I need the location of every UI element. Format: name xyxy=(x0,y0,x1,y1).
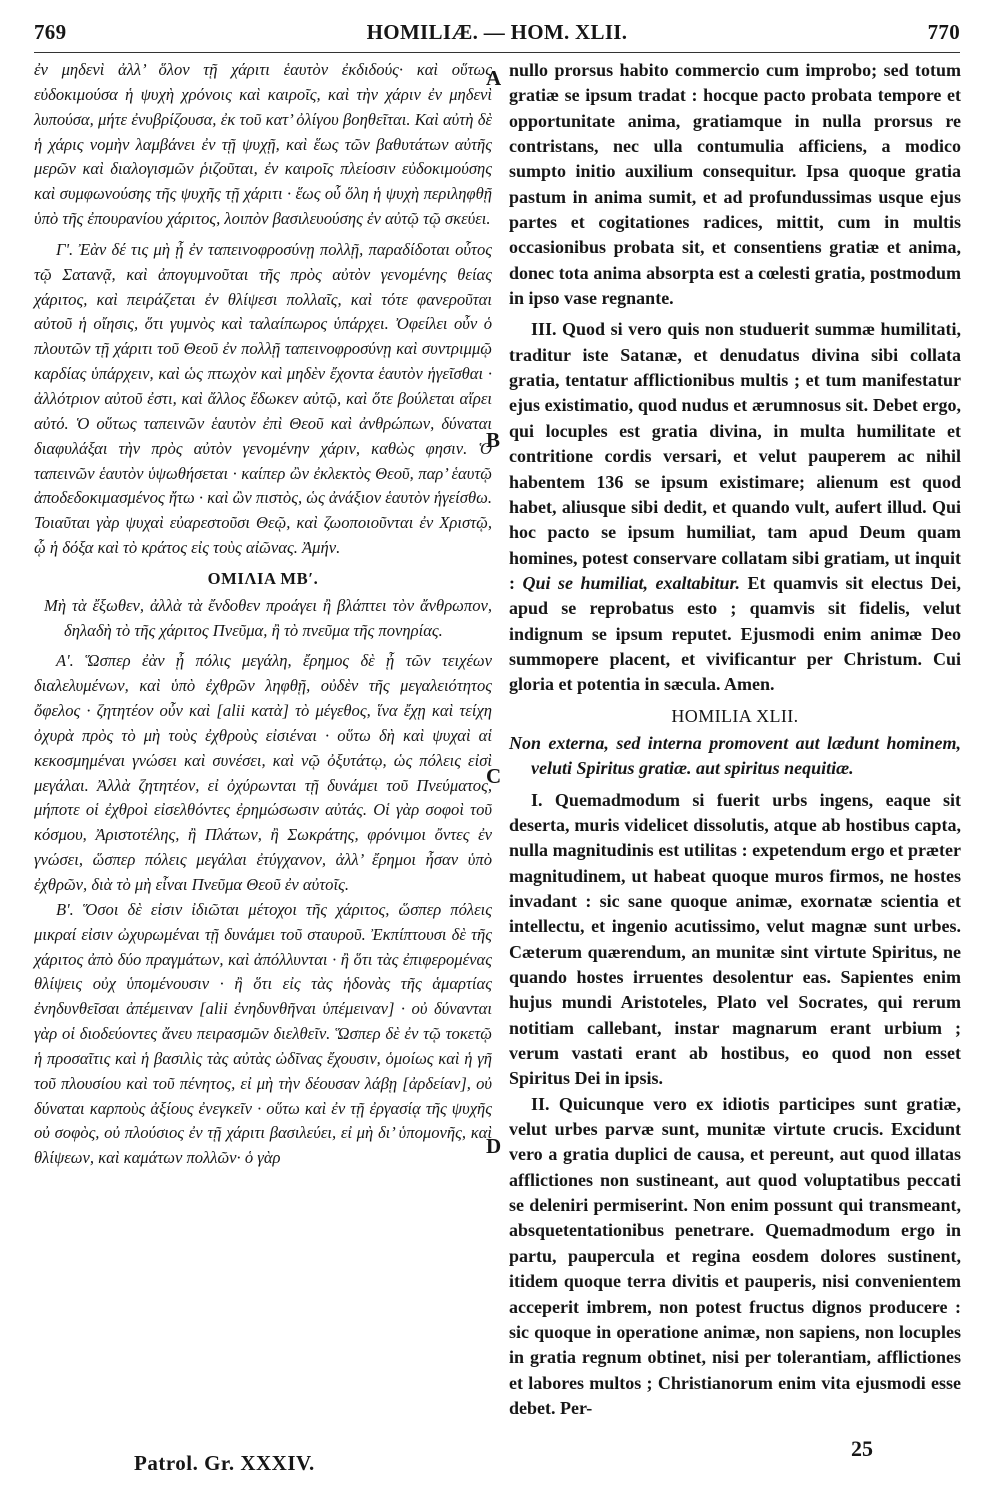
greek-paragraph-4: Βʹ. Ὅσοι δὲ εἰσιν ἰδιῶται μέτοχοι τῆς χάριτος, ὥσπερ πόλεις μικραί εἰσιν ὠχυρωμέναι τῇ δυνάμει τοῦ σταυροῦ. Ἐκπίπτουσι δὲ τῆς χάριτος ἀπὸ δύο πραγμάτων, καὶ ἀπόλλυνται · ἢ ὅτι τὰς ἐπιφερομένας θλίψεις οὐχ ὑπομένουσιν · ἢ ὅτι εἰς τὰς ἡδονὰς τῆς ἁμαρτίας ἐνηδυνθεῖσαι ἀπέμειναν [alii ἐνηδυνθῆναι ὑπέμειναν] · οὐ δύνανται γὰρ οἱ διοδεύοντες ἄνευ πειρασμῶν διελθεῖν. Ὥσπερ δὲ ἐν τῷ τοκετῷ ἡ προσαῖτις καὶ ἡ βασιλὶς τὰς αὐτὰς ὠδῖνας ἔχουσιν, ὁμοίως καὶ ἡ γῆ τοῦ πλουσίου καὶ τοῦ πένητος, εἰ μὴ τὴν δέουσαν λάβῃ [ἀρδείαν], οὐ δύναται καρποὺς ἀξίους ἐνεγκεῖν · οὕτω καὶ ἐν τῇ ἐργασίᾳ τῆς ψυχῆς οὐ σοφὸς, οὐ πλούσιος ἐν τῇ χάριτι βασιλεύει, εἰ μὴ δι’ ὑπομονῆς, καὶ θλίψεων, καὶ καμάτων πολλῶν· ὁ γὰρ xyxy=(34,899,492,1168)
latin-homily-title: HOMILIA XLII. xyxy=(671,705,799,726)
latin-paragraph-3: I. Quemadmodum si fuerit urbs ingens, eaque sit deserta, muris videlicet dissolutis, atque ab hostibus capta, nulla magnitudinis est utilitas : expetendum ergo et præter magnitudinem, ut habeat quoque muros firmos, ne hostes invadant : sic sane quoque animæ, exornatæ scientia et intellectu, et ingenio acutissimo, velut magnæ sunt urbes. Cæterum quærendum, an munitæ sint virtute Spiritus, ne quando hostes irruentes desolentur eas. Sapientes enim hujus mundi Aristoteles, Plato vel Socrates, qui rerum notitiam callebant, instar magnarum erant urbium ; verum vastati erant ab hostibus, eo quod non esset Spiritus Dei in ipsis. xyxy=(509,789,961,1089)
column-number-136: 136 xyxy=(596,471,624,492)
page-header xyxy=(34,20,960,46)
greek-summary: Μὴ τὰ ἔξωθεν, ἀλλὰ τὰ ἔνδοθεν προάγει ἢ βλάπτει τὸν ἄνθρωπον, δηλαδὴ τὸ τῆς χάριτος Πνεῦμα, ἢ τὸ πνεῦμα τῆς πονηρίας. xyxy=(44,595,492,640)
margin-marker-b: B xyxy=(486,428,501,452)
header-rule xyxy=(34,52,960,53)
footer-patrologia: Patrol. Gr. XXXIV. xyxy=(134,1451,315,1475)
latin-paragraph-4: II. Quicunque vero ex idiotis participes sunt gratiæ, velut urbes parvæ sunt, munitæ virtute crucis. Excidunt vero a gratia duplici de causa, et pereunt, aut quod illatas afflictiones non sustineant, aut quod voluptatibus peccati se deleniri permiserint. Non enim possunt qui transmeant, absquetentationibus penetrare. Quemadmodum ergo in partu, paupercula et regina eosdem dolores sustinent, itidem quoque terra divitis et pauperis, nisi convenientem acceperit imbrem, non potest fructus dignos producere : sic quoque in operatione animæ, non sapiens, non locuples in gratia regnum obtinet, nisi per tolerantiam, afflictiones et labores multos ; Christianorum enim vita ejusmodi esse debet. Per- xyxy=(509,1093,961,1418)
page-number-right: 770 xyxy=(927,20,960,44)
greek-paragraph-2: Γʹ. Ἐὰν δέ τις μὴ ᾖ ἐν ταπεινοφροσύνῃ πολλῇ, παραδίδοται οὗτος τῷ Σατανᾷ, καὶ ἀπογυμνοῦται τῆς πρὸς αὐτὸν γενομένης θείας χάριτος, καὶ πειράζεται ἐν θλίψεσι πολλαῖς, καὶ τότε φανεροῦται αὐτοῦ ἡ οἴησις, ὅτι γυμνὸς καὶ ταλαίπωρος ὑπάρχει. Ὀφείλει οὖν ὁ πλουτῶν τῇ χάριτι τοῦ Θεοῦ ἐν πολλῇ ταπεινοφροσύνῃ καὶ συντριμμῷ καρδίας ὑπάρχειν, καὶ ὡς πτωχὸν καὶ μηδὲν ἔχοντα ἑαυτὸν ἡγεῖσθαι · ἀλλότριον αὐτοῦ ἐστι, καὶ ἄλλος ἔδωκεν αὐτῷ, καὶ ὅτε βούλεται αἴρει αὐτό. Ὁ οὕτως ταπεινῶν ἑαυτὸν ἐπὶ Θεοῦ καὶ ἀνθρώπων, δύναται διαφυλάξαι τὴν πρὸς αὐτὸν γενομένην χάριν, καθὼς φησιν. Ὁ ταπεινῶν ἑαυτὸν ὑψωθήσεται · καίπερ ὢν ἐκλεκτὸς Θεοῦ, παρ’ ἑαυτῷ ἀποδεδοκιμασμένος ἤτω · καὶ ὢν πιστὸς, ὡς ἀνάξιον ἑαυτὸν ἡγείσθω. Τοιαῦται γὰρ ψυχαὶ εὐαρεστοῦσι Θεῷ, καὶ ζωοποιοῦνται ἐν Χριστῷ, ᾧ ἡ δόξα καὶ τὸ κράτος εἰς τοὺς αἰῶνας. Ἀμήν. xyxy=(34,239,492,558)
latin-paragraph-2-part-3: Et quamvis sit electus Dei, apud se reprobatus esto ; quamvis sit fidelis, velut indignum se ipsum reputet. Ejusmodi enim animæ Deo summopere placent, et vivificantur per Christum. Cui gloria et potentia in sæcula. Amen. xyxy=(509,572,961,695)
page-number-left: 769 xyxy=(34,20,67,44)
greek-paragraph-3: Αʹ. Ὥσπερ ἐὰν ᾖ πόλις μεγάλη, ἔρημος δὲ ᾖ τῶν τειχέων διαλελυμένων, καὶ ὑπὸ ἐχθρῶν ληφθῇ, οὐδὲν τῆς μεγαλειότητος ὄφελος · ζητητέον οὖν καὶ [alii κατὰ] τὸ μέγεθος, ἵνα ἔχῃ καὶ τείχη ὀχυρὰ πρὸς τὸ μὴ τοὺς ἐχθροὺς εἰσιέναι · οὕτω δὴ καὶ ψυχαὶ αἱ κεκοσμημέναι γνώσει καὶ συνέσει, καὶ νῷ ὀξυτάτῳ, ὡς πόλεις εἰσὶ μεγάλαι. Ἀλλὰ ζητητέον, εἰ ὀχύρωνται τῇ δυνάμει τοῦ Πνεύματος, μήποτε οἱ ἐχθροὶ εἰσελθόντες ἐρημώσωσιν αὐτάς. Οἱ γὰρ σοφοὶ τοῦ κόσμου, Ἀριστοτέλης, ἢ Πλάτων, ἢ Σωκράτης, φρόνιμοι ὄντες ἐν γνώσει, ὥσπερ πόλεις μεγάλαι ἐτύγχανον, ἀλλ’ ἔρημοι ἦσαν ὑπὸ ἐχθρῶν, διὰ τὸ μὴ εἶναι Πνεῦμα Θεοῦ ἐν αὐτοῖς. xyxy=(34,651,492,894)
latin-column xyxy=(509,58,961,1421)
margin-marker-d: D xyxy=(486,1134,502,1158)
margin-marker-a: A xyxy=(486,66,502,90)
margin-marker-c: C xyxy=(486,764,502,788)
greek-paragraph-1: ἐν μηδενὶ ἀλλ’ ὅλον τῇ χάριτι ἑαυτὸν ἐκδιδούς· καὶ οὕτως εὐδοκιμούσα ἡ ψυχὴ χρόνοις καὶ καιροῖς, καὶ τὴν χάριν ἐν μηδενὶ λυπούσα, μήτε ἐνυβρίζουσα, ἐκ τοῦ κατ’ ὀλίγου βοηθεῖται. Καὶ αὐτὴ δὲ ἡ χάρις νομὴν λαμβάνει ἐν τῇ ψυχῇ, καὶ ἕως τῶν βαθυτάτων αὐτῆς μερῶν καὶ διαλογισμῶν ῥιζοῦται, ἐν καιροῖς πλείοσιν εὐδοκιμούσης καὶ συμφωνούσης τῆς ψυχῆς τῇ χάριτι · ἕως οὗ ὅλη ἡ ψυχὴ περιληφθῇ ὑπὸ τῆς ἐπουρανίου χάριτος, λοιπὸν βασιλευούσης ἐν αὐτῷ τῷ σκεύει. xyxy=(34,60,492,229)
running-title: HOMILIÆ. — HOM. XLII. xyxy=(366,20,628,44)
latin-paragraph-2-part-1: III. Quod si vero quis non studuerit summæ humilitati, traditur iste Satanæ, et denudatus divina sibi collata gratia, tentatur afflictionibus multis ; et tum manifestatur ejus existimatio, quod nudus et ærumnosus sit. Debet ergo, qui locuples est gratia divina, in multa humilitate et contritione cordis versari, et velut pauperem ac nihil habentem xyxy=(509,319,961,492)
greek-column xyxy=(34,58,492,1171)
greek-homily-title: ΟΜΙΛΙΑ ΜΒʹ. xyxy=(207,568,319,588)
latin-paragraph-1: nullo prorsus habito commercio cum improbo; sed totum gratiæ se ipsum tradat : hocque pacto probata tempore et opportunitate anima, gratiamque in nulla prorsus re contristans, nec ulla contumulia afficiens, a modico sumpto initio auxilium consequitur. Ipsa quoque gratia pastum in anima sumit, et ad profundussimas usque ejus partes et cogitationes radices, mittit, cum in multis occasionibus probata sit, et consentiens gratiæ et anima, donec tota anima absorpta est a cœlesti gratia, postmodum in ipso vase regnante. xyxy=(509,60,961,309)
latin-paragraph-2-quote: Qui se humiliat, exaltabitur. xyxy=(522,572,741,593)
latin-summary: Non externa, sed interna promovent aut lædunt hominem, veluti Spiritus gratiæ. aut spiritus nequitiæ. xyxy=(509,732,961,779)
footer-signature-number: 25 xyxy=(851,1436,873,1461)
latin-paragraph-2 xyxy=(509,317,961,697)
latin-paragraph-2-part-2: se ipsum existimare; alienum est quod habet, aliusque sibi dedit, et quando vult, aufert illud. Qui hoc pacto se ipsum humiliat, tam apud Deum quam homines, potest conservare collatam sibi gratiam, ut inquit : xyxy=(509,471,962,593)
